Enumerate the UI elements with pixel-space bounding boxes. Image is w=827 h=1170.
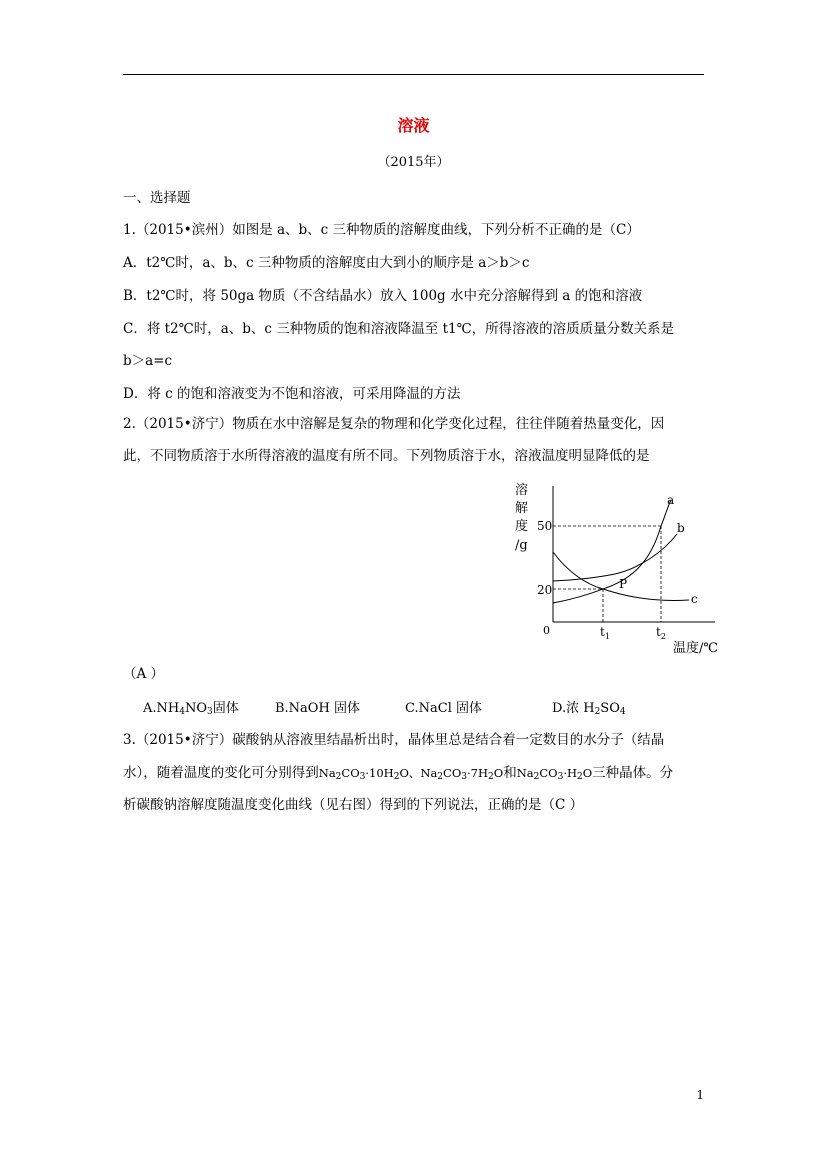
formula-monohydrate: $Na_2CO_3\cdot H_2O$ bbox=[516, 766, 593, 782]
header-rule bbox=[123, 74, 704, 75]
y-tick-50: 50 bbox=[537, 519, 553, 533]
solubility-chart bbox=[505, 476, 730, 661]
q2-option-a: $A.NH_4NO_3$固体 bbox=[143, 701, 239, 717]
q3-stem-line2: 水），随着温度的变化可分别得到$Na_2CO_3\cdot 10H_2O$、$Na_2CO_3\cdot 7H_2O$和$Na_2CO_3\cdot H_2O$三种晶体。分 bbox=[123, 765, 674, 782]
y-tick-20: 20 bbox=[537, 583, 553, 597]
page-title: 溶液 bbox=[397, 116, 430, 135]
x-tick-t2: $t_2$ bbox=[656, 625, 666, 641]
series-label-c: c bbox=[691, 592, 698, 606]
section-heading: 一、选择题 bbox=[123, 190, 191, 206]
ylabel-char-1: 溶 bbox=[515, 483, 529, 498]
q3-stem-line1: 3.（2015•济宁）碳酸钠从溶液里结晶析出时，晶体里总是结合着一定数目的水分子（结晶 bbox=[123, 732, 665, 748]
q2-option-d: D.浓 $H_2SO_4$ bbox=[552, 701, 626, 717]
formula-heptahydrate: $Na_2CO_3\cdot 7H_2O$ bbox=[420, 766, 504, 782]
q2-option-c: C.NaCl 固体 bbox=[405, 701, 482, 716]
q2-answer: （A ） bbox=[123, 666, 165, 682]
q1-option-b: B．t2℃时，将 50ga 物质（不含结晶水）放入 100g 水中充分溶解得到 a 的饱和溶液 bbox=[123, 288, 643, 304]
ylabel-unit: /g bbox=[515, 538, 528, 553]
curve-b bbox=[553, 534, 677, 581]
x-tick-t1: $t_1$ bbox=[600, 625, 610, 641]
q3-stem-line3: 析碳酸钠溶解度随温度变化曲线（见右图）得到的下列说法，正确的是（C ） bbox=[123, 797, 584, 813]
q1-option-a: A．t2℃时，a、b、c 三种物质的溶解度由大到小的顺序是 a＞b＞c bbox=[123, 255, 530, 271]
q1-option-c-line2: b＞a=c bbox=[123, 353, 173, 369]
ylabel-char-3: 度 bbox=[515, 519, 529, 534]
q2-option-b: B.NaOH 固体 bbox=[275, 701, 360, 716]
curve-a bbox=[553, 500, 671, 603]
q2-stem-line1: 2.（2015•济宁）物质在水中溶解是复杂的物理和化学变化过程，往往伴随着热量变化，因 bbox=[123, 416, 665, 432]
page-number: 1 bbox=[696, 1088, 704, 1102]
q2-stem-line2: 此，不同物质溶于水所得溶液的温度有所不同。下列物质溶于水，溶液温度明显降低的是 bbox=[123, 448, 650, 464]
ylabel-char-2: 解 bbox=[515, 501, 529, 516]
series-label-a: a bbox=[667, 493, 675, 507]
page-year: （2015年） bbox=[377, 155, 450, 170]
q1-stem: 1.（2015•滨州）如图是 a、b、c 三种物质的溶解度曲线，下列分析不正确的是（C） bbox=[123, 222, 640, 238]
x-axis-label: 温度/℃ bbox=[673, 641, 718, 656]
q1-option-c-line1: C．将 t2℃时，a、b、c 三种物质的饱和溶液降温至 t1℃，所得溶液的溶质质量分数关系是 bbox=[123, 321, 675, 337]
q1-option-d: D．将 c 的饱和溶液变为不饱和溶液，可采用降温的方法 bbox=[123, 386, 461, 402]
point-p-label: P bbox=[619, 577, 628, 591]
series-label-b: b bbox=[677, 521, 685, 535]
origin-label: 0 bbox=[543, 624, 550, 637]
formula-decahydrate: $Na_2CO_3\cdot 10H_2O$、 bbox=[318, 766, 421, 782]
